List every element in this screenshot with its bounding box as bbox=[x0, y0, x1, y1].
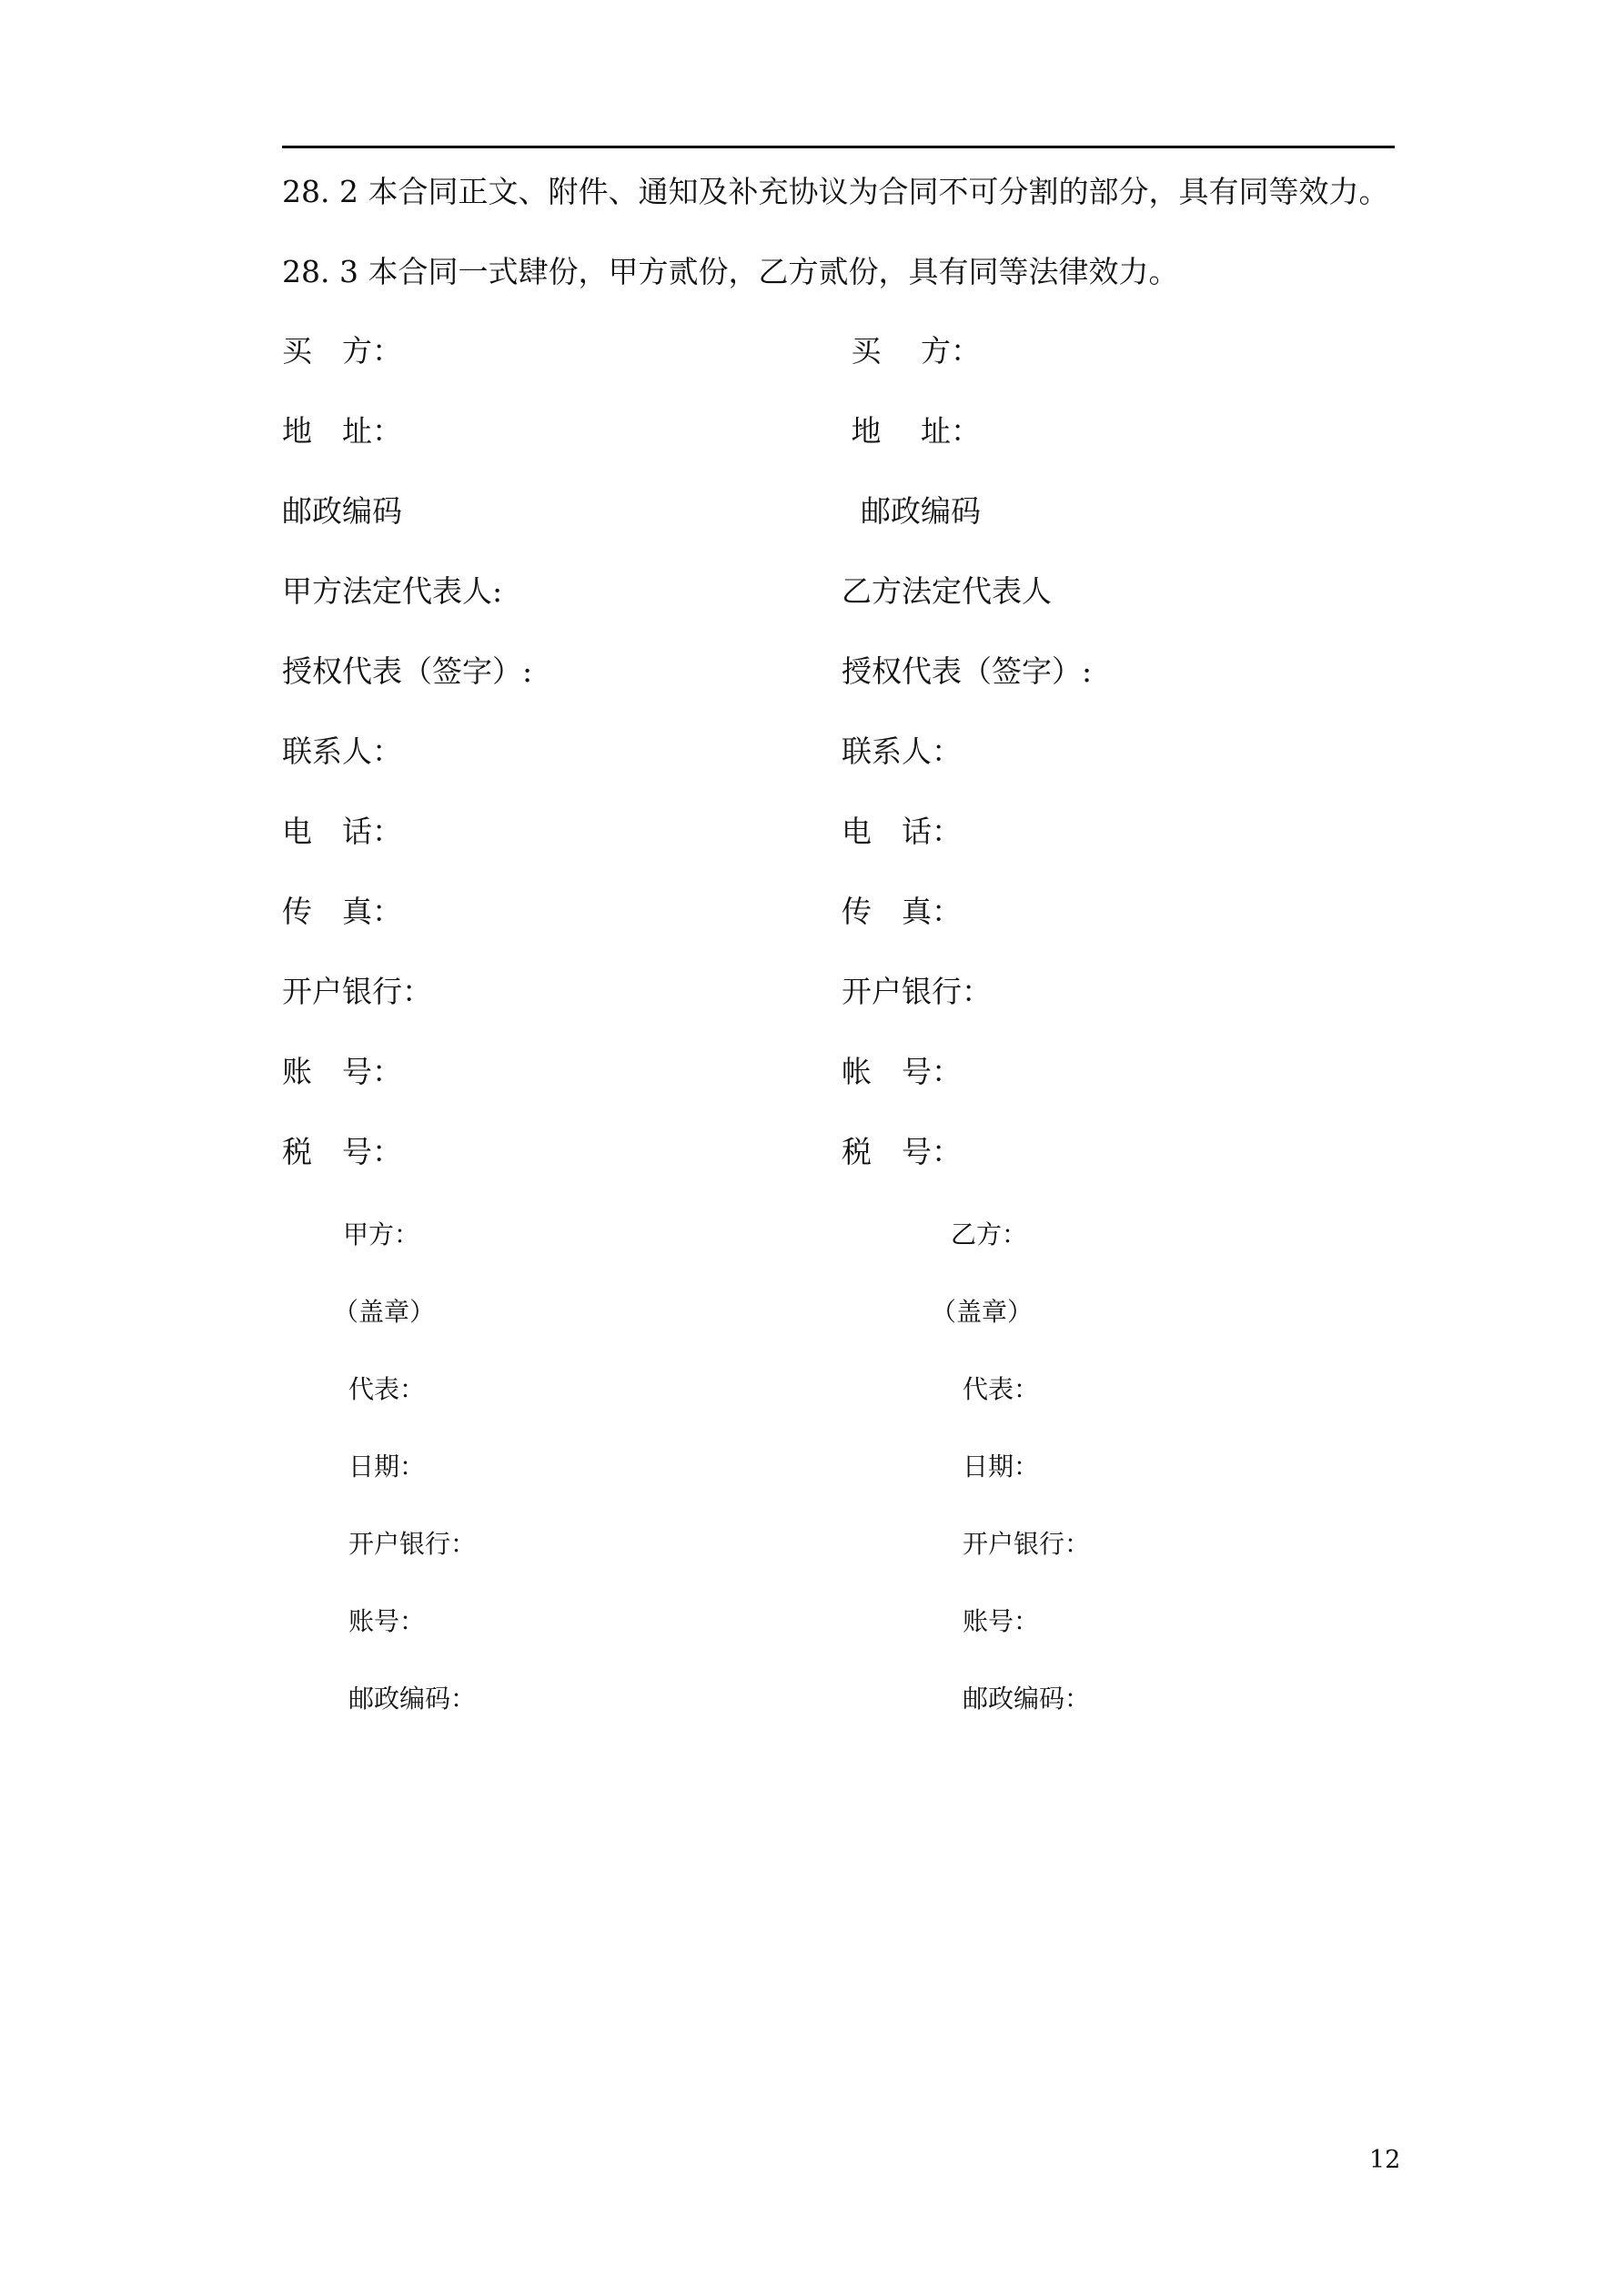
party-b-legal-rep-label: 乙方法定代表人 bbox=[842, 573, 1052, 609]
buyer-contact-label: 联系人： bbox=[282, 733, 402, 769]
party-b-postcode-label: 邮政编码： bbox=[963, 1684, 1091, 1714]
party-b-label: 乙方： bbox=[951, 1219, 1028, 1249]
seller-address-label: 地 址： bbox=[842, 413, 981, 449]
party-a-representative-label: 代表： bbox=[348, 1374, 426, 1404]
party-b-account-label: 账号： bbox=[963, 1606, 1040, 1636]
seller-label: 买 方： bbox=[842, 333, 981, 369]
seller-bank-label: 开户银行： bbox=[842, 974, 992, 1009]
buyer-account-label: 账 号： bbox=[282, 1054, 402, 1089]
buyer-bank-label: 开户银行： bbox=[282, 974, 432, 1009]
seller-contact-label: 联系人： bbox=[842, 733, 962, 769]
buyer-phone-label: 电 话： bbox=[282, 814, 402, 849]
party-a-seal-label: （盖章） bbox=[333, 1297, 436, 1327]
party-a-signature-block bbox=[333, 1219, 701, 1761]
party-b-bank-label: 开户银行： bbox=[963, 1529, 1091, 1559]
party-a-date-label: 日期： bbox=[348, 1451, 426, 1482]
seller-phone-label: 电 话： bbox=[842, 814, 962, 849]
seller-tax-id-label: 税 号： bbox=[842, 1134, 962, 1169]
seller-authorized-rep-label: 授权代表（签字）: bbox=[842, 653, 1093, 689]
party-b-signature-block bbox=[931, 1219, 1306, 1761]
seller-postcode-label: 邮政编码 bbox=[842, 493, 981, 529]
header-rule bbox=[282, 146, 1395, 148]
party-b-seal-label: （盖章） bbox=[931, 1297, 1034, 1327]
party-a-postcode-label: 邮政编码： bbox=[348, 1684, 477, 1714]
buyer-info-column bbox=[282, 333, 792, 1214]
buyer-authorized-rep-label: 授权代表（签字）: bbox=[282, 653, 533, 689]
party-b-representative-label: 代表： bbox=[963, 1374, 1040, 1404]
party-a-account-label: 账号： bbox=[348, 1606, 426, 1636]
party-a-label: 甲方： bbox=[343, 1219, 420, 1249]
party-b-date-label: 日期： bbox=[963, 1451, 1040, 1482]
party-a-legal-rep-label: 甲方法定代表人: bbox=[282, 573, 503, 609]
seller-account-label: 帐 号： bbox=[842, 1054, 962, 1089]
buyer-tax-id-label: 税 号： bbox=[282, 1134, 402, 1169]
clause-28-2: 28. 2 本合同正文、附件、通知及补充协议为合同不可分割的部分，具有同等效力。 bbox=[282, 174, 1389, 209]
buyer-address-label: 地 址： bbox=[282, 413, 402, 449]
buyer-postcode-label: 邮政编码 bbox=[282, 493, 402, 529]
buyer-label: 买 方： bbox=[282, 333, 402, 369]
seller-info-column bbox=[842, 333, 1351, 1214]
buyer-fax-label: 传 真： bbox=[282, 894, 402, 929]
party-a-bank-label: 开户银行： bbox=[348, 1529, 477, 1559]
page-number: 12 bbox=[1369, 2146, 1401, 2174]
clause-28-3: 28. 3 本合同一式肆份，甲方贰份，乙方贰份，具有同等法律效力。 bbox=[282, 254, 1179, 289]
seller-fax-label: 传 真： bbox=[842, 894, 962, 929]
